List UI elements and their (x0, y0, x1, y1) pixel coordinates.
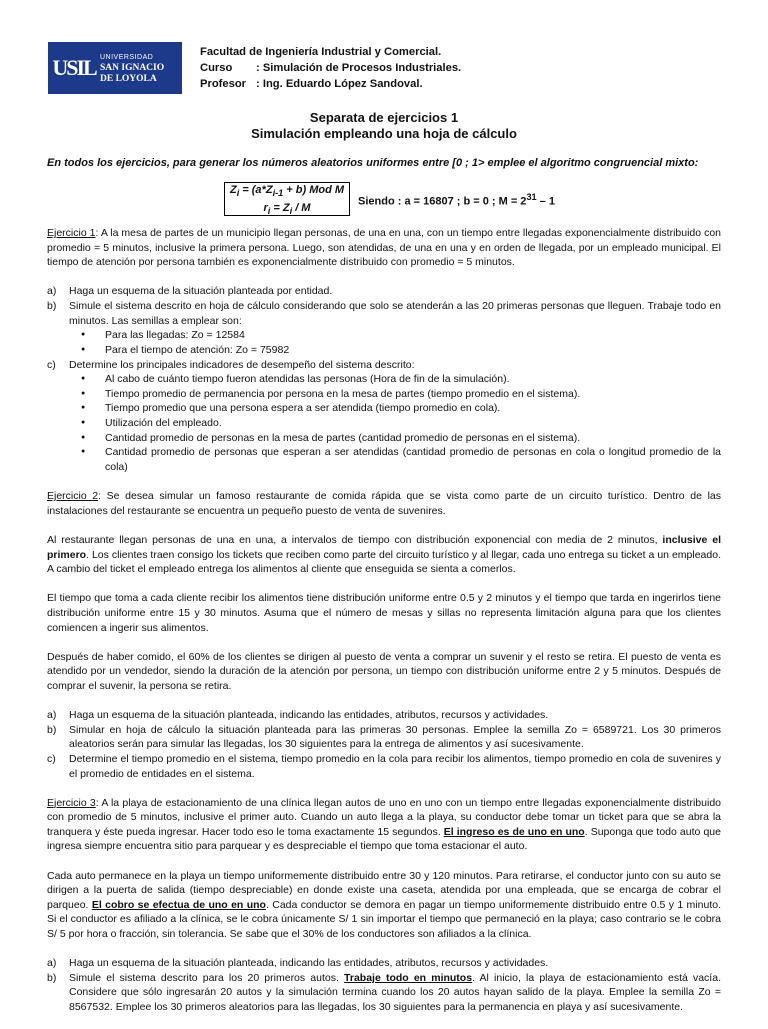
logo-line-2: SAN IGNACIO (100, 62, 165, 73)
list-item: a) Haga un esquema de la situación planteada por entidad. (47, 285, 333, 298)
faculty-line: Facultad de Ingeniería Industrial y Comercial. (200, 46, 442, 58)
exercises-content (47, 226, 721, 1029)
formula-box (224, 182, 350, 216)
list-item: ● Cantidad promedio de personas en la mesa de partes (cantidad promedio de personas en el sistema). (69, 431, 721, 446)
list-item: c) Determine el tiempo promedio en el sistema, tiempo promedio en la cola para recibir los alimentos, tiempo promedio en cola de suvenires y el promedio de entidades en el sistema. (47, 752, 721, 780)
exercise-1-questions (47, 284, 721, 474)
bullet-icon (69, 401, 105, 416)
professor-key: Profesor (200, 78, 247, 90)
list-item: ● Al cabo de cuánto tiempo fueron atendidas las personas (Hora de fin de la simulación). (69, 372, 721, 387)
list-item: ● Cantidad promedio de personas que esperan a ser atendidas (cantidad promedio de personas en cola o longitud promedio de la cola) (69, 445, 721, 474)
professor-value: : Ing. Eduardo López Sandoval. (256, 78, 423, 90)
list-item: ● Tiempo promedio de permanencia por persona en la mesa de partes (tiempo promedio en el sistema). (69, 387, 721, 402)
bullet-icon (69, 445, 105, 474)
exercise-3-statement: Ejercicio 3: A la playa de estacionamiento de una clínica llegan autos de uno en uno con un tiempo entre llegadas exponencialmente distribuido con promedio de 5 minutos, inclusive el primer auto. Cuando un auto llega a la playa, su conductor debe tomar un ticket para que se abra la tranquera y éste pueda ingresar. Hacer todo eso le toma exactamente 15 segundos. El ingreso es de uno en uno. Suponga que todo auto que ingresa siempre encuentra sitio para parquear y es despreciable el tiempo que toma estacionar el auto. (47, 796, 721, 853)
exercise-3-questions (47, 956, 721, 1014)
bullet-icon (69, 416, 105, 431)
parameters-text: Siendo : a = 16807 ; b = 0 ; $M = 2^{31} - 1$ (358, 192, 555, 208)
indicator-list (69, 372, 721, 475)
list-item: b) Simular en hoja de cálculo la situación planteada para las primeras 30 personas. Emplee la semilla Zo = 6589721. Los 30 primeros aleatorios serán para simular las llegadas, los 30 siguientes para la entrega de alimentos y así sucesivamente. (47, 723, 721, 751)
professor-line (200, 76, 461, 92)
formula-z: $Z_i = (a*Z_{i-1} + b)$ Mod M (229, 184, 345, 199)
list-item: a) Haga un esquema de la situación planteada, indicando las entidades, atributos, recursos y actividades. (47, 709, 549, 722)
exercise-2-paragraph-3: El tiempo que toma a cada cliente recibir los alimentos tiene distribución uniforme entre 0.5 y 2 minutos y el tiempo que tarda en ingerirlos tiene distribución uniforme entre 15 y 30 minutos. Asuma que el número de mesas y sillas no representa limitación alguna para que los clientes comiencen a ingerir sus alimentos. (47, 592, 721, 634)
exercise-1-statement: Ejercicio 1: A la mesa de partes de un municipio llegan personas, de una en una, con un tiempo entre llegadas exponencialmente distribuido con promedio = 5 minutos, inclusive la primera persona. Luego, son atendidas, de una en una y en orden de llegada, por un empleado municipal. El tiempo de atención por persona también es exponencialmente distribuido con promedio = 5 minutos. (47, 227, 722, 269)
list-item: b) Simule el sistema descrito en hoja de cálculo considerando que solo se atenderán a las 20 primeras personas que lleguen. Trabaje todo en minutos. Las semillas a emplear son: ● Para las llegadas: Zo = 12584 ● Para el tiempo de atención: Zo = 75982 (47, 299, 721, 358)
logo-text (100, 52, 164, 85)
university-logo (48, 42, 182, 94)
exercise-3-paragraph-2: Cada auto permanece en la playa un tiempo uniformemente distribuido entre 30 y 120 minutos. Para retirarse, el conductor junto con su auto se dirigen a la puerta de salida (tiempo despreciable) en donde existe una caseta, atendida por una empleada, que se encarga de cobrar el parqueo. El cobro se efectua de uno en uno. Cada conductor se demora en pagar un tiempo uniformemente distribuido entre 0.5 y 1 minuto. Si el conductor es afiliado a la clínica, se le cobra únicamente S/ 1 sin importar el tiempo que permaneció en la playa; caso contrario se le cobra S/ 5 por hora o fracción, sin tolerancia. Se sabe que el 30% de los conductores son afiliados a la clínica. (47, 869, 721, 941)
exercise-2-label: Ejercicio 2 (47, 490, 99, 503)
bullet-icon (69, 431, 105, 446)
intro-instruction: En todos los ejercicios, para generar los números aleatorios uniformes entre [0 ; 1> emplee el algoritmo congruencial mixto: (47, 157, 699, 169)
title-line-2: Simulación empleando una hoja de cálculo (251, 126, 517, 141)
course-key: Curso (200, 62, 233, 74)
bullet-icon (69, 372, 105, 387)
list-item: ● Para las llegadas: Zo = 12584 (69, 328, 721, 343)
course-line (200, 60, 461, 76)
document-title (0, 110, 768, 142)
list-item: c) Determine los principales indicadores de desempeño del sistema descrito: ● Al cabo de cuánto tiempo fueron atendidas las personas (Hora de fin de la simulación). ● Tiempo promedio de permanencia por persona en la mesa de partes (tiempo promedio en el sistema). ● Tiempo promedio que una persona espera a ser atendida (tiempo promedio en cola). ● Utilización del empleado. ● Cantidad promedio de personas en la mesa de partes (cantidad promedio de personas en el sistema). ● Cantidad promedio de personas que esperan a ser atendidas (cantidad promedio de personas en cola o longitud promedio de la cola) (47, 358, 721, 475)
exercise-2-statement: Ejercicio 2: Se desea simular un famoso restaurante de comida rápida que se vista como parte de un circuito turístico. Dentro de las instalaciones del restaurante se encuentra un pequeño puesto de venta de suvenires. (47, 490, 721, 517)
list-item: ● Tiempo promedio que una persona espera a ser atendida (tiempo promedio en cola). (69, 401, 721, 416)
logo-line-3: DE LOYOLA (100, 73, 157, 84)
exercise-2-paragraph-4: Después de haber comido, el 60% de los clientes se dirigen al puesto de venta a comprar un suvenir y el resto se retira. El puesto de venta es atendido por un vendedor, siendo la duración de la atención por persona, un tiempo con distribución uniforme entre 2 y 5 minutos. Después de comprar el suvenir, la persona se retira. (47, 650, 721, 692)
logo-mark: USIL (52, 55, 96, 80)
course-value: : Simulación de Procesos Industriales. (256, 62, 462, 74)
list-item: ● Para el tiempo de atención: Zo = 75982 (69, 343, 721, 358)
seed-list (69, 328, 721, 357)
bullet-icon (69, 328, 105, 343)
bullet-icon (69, 387, 105, 402)
exercise-2-paragraph-2: Al restaurante llegan personas de una en una, a intervalos de tiempo con distribución exponencial con media de 2 minutos, inclusive el primero. Los clientes traen consigo los tickets que reciben como parte del circuito turístico y al llegar, cada uno entrega su ticket a un empleado. A cambio del ticket el empleado entrega los alimentos al cliente que enseguida se sienta a comerlos. (47, 534, 721, 576)
exercise-3-label: Ejercicio 3 (47, 796, 96, 809)
logo-line-1: UNIVERSIDAD (100, 53, 154, 61)
title-line-1: Separata de ejercicios 1 (309, 110, 459, 125)
exercise-1-label: Ejercicio 1 (47, 227, 96, 239)
exercise-2-questions (47, 708, 721, 781)
bullet-icon (69, 343, 105, 358)
document-header (200, 44, 461, 92)
list-item: b) Simule el sistema descrito para los 20 primeros autos. Trabaje todo en minutos. Al inicio, la playa de estacionamiento está vacía. Considere que sólo ingresarán 20 autos y la simulación termina cuando los 20 autos hayan salido de la playa. Emplee la semilla Zo = 8567532. Emplee los 30 primeros aleatorios para las llegadas, los 30 siguientes para la permanencia en playa y así sucesivamente. (47, 971, 721, 1014)
list-item: ● Utilización del empleado. (69, 416, 721, 431)
list-item: a) Haga un esquema de la situación planteada, indicando las entidades, atributos, recursos y actividades. (47, 957, 549, 970)
formula-r: $r_i = Z_i / M$ (263, 202, 311, 217)
